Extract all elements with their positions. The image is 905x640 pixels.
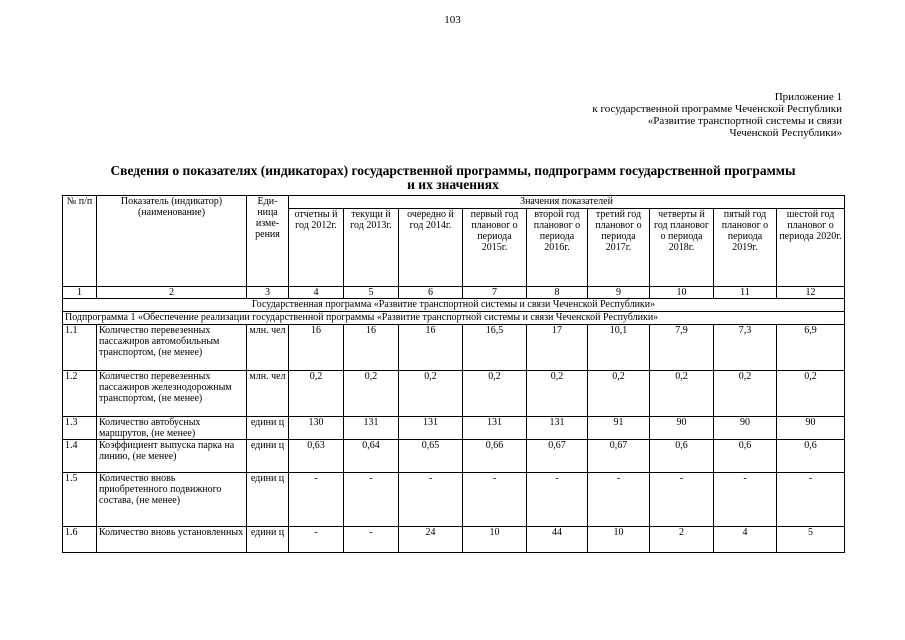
indicators-table (62, 195, 845, 553)
row-value: 10 (588, 527, 650, 553)
table-row (63, 417, 845, 440)
row-value: - (289, 527, 344, 553)
row-value: 17 (527, 325, 588, 371)
row-value: 16 (399, 325, 463, 371)
header-year-col: пятый год плановог о периода 2019г. (714, 209, 777, 287)
row-number: 1.2 (63, 371, 97, 417)
row-value: 0,2 (344, 371, 399, 417)
row-number: 1.5 (63, 473, 97, 527)
header-year-col: второй год плановог о периода 2016г. (527, 209, 588, 287)
row-value: 2 (650, 527, 714, 553)
column-number-cell: 4 (289, 287, 344, 299)
row-unit: едини ц (247, 417, 289, 440)
row-value: - (714, 473, 777, 527)
row-value: - (463, 473, 527, 527)
row-value: 0,2 (527, 371, 588, 417)
title-line-1: Сведения о показателях (индикаторах) государственной программы, подпрограмм государственной программы (110, 163, 796, 178)
row-value: 6,9 (777, 325, 845, 371)
header-unit: Еди-ница изме-рения (247, 196, 289, 287)
row-value: 0,2 (714, 371, 777, 417)
appendix-note (592, 91, 842, 139)
row-value: - (588, 473, 650, 527)
row-indicator: Количество вновь установленных (97, 527, 247, 553)
row-value: 10,1 (588, 325, 650, 371)
row-value: - (650, 473, 714, 527)
row-value: 16,5 (463, 325, 527, 371)
row-value: - (344, 527, 399, 553)
row-value: 4 (714, 527, 777, 553)
row-value: 0,2 (588, 371, 650, 417)
column-number-cell: 2 (97, 287, 247, 299)
row-number: 1.1 (63, 325, 97, 371)
row-value: 44 (527, 527, 588, 553)
row-value: 24 (399, 527, 463, 553)
column-number-cell: 8 (527, 287, 588, 299)
row-value: - (344, 473, 399, 527)
row-indicator: Количество перевезенных пассажиров автомобильным транспортом, (не менее) (97, 325, 247, 371)
header-year-col: третий год плановог о периода 2017г. (588, 209, 650, 287)
row-value: - (777, 473, 845, 527)
appendix-line-2: к государственной программе Чеченской Республики (592, 103, 842, 115)
row-value: 0,63 (289, 440, 344, 473)
row-unit: млн. чел (247, 325, 289, 371)
appendix-line-4: Чеченской Республики» (729, 127, 842, 139)
row-value: 0,6 (777, 440, 845, 473)
row-number: 1.6 (63, 527, 97, 553)
column-number-cell: 7 (463, 287, 527, 299)
row-value: - (289, 473, 344, 527)
row-value: 10 (463, 527, 527, 553)
row-value: 7,3 (714, 325, 777, 371)
column-number-cell: 5 (344, 287, 399, 299)
row-value: 0,6 (714, 440, 777, 473)
column-number-cell: 12 (777, 287, 845, 299)
column-number-cell: 6 (399, 287, 463, 299)
row-value: 131 (527, 417, 588, 440)
table-row (63, 325, 845, 371)
row-value: 0,2 (650, 371, 714, 417)
row-value: 0,2 (289, 371, 344, 417)
row-value: - (527, 473, 588, 527)
section-title: Государственная программа «Развитие транспортной системы и связи Чеченской Республики» (63, 299, 845, 312)
column-number-cell: 9 (588, 287, 650, 299)
row-indicator: Количество автобусных маршрутов, (не менее) (97, 417, 247, 440)
row-number: 1.3 (63, 417, 97, 440)
page-number: 103 (444, 14, 461, 26)
column-number-cell: 3 (247, 287, 289, 299)
table-row (63, 473, 845, 527)
row-unit: едини ц (247, 473, 289, 527)
row-value: 16 (344, 325, 399, 371)
row-indicator: Количество перевезенных пассажиров железнодорожным транспортом, (не менее) (97, 371, 247, 417)
row-value: 0,64 (344, 440, 399, 473)
row-indicator: Количество вновь приобретенного подвижного состава, (не менее) (97, 473, 247, 527)
row-value: 90 (777, 417, 845, 440)
row-value: 0,67 (588, 440, 650, 473)
header-year-col: отчетны й год 2012г. (289, 209, 344, 287)
column-number-cell: 1 (63, 287, 97, 299)
row-indicator: Коэффициент выпуска парка на линию, (не менее) (97, 440, 247, 473)
row-number: 1.4 (63, 440, 97, 473)
row-value: 0,2 (463, 371, 527, 417)
row-value: 90 (650, 417, 714, 440)
header-year-col: шестой год плановог о периода 2020г. (777, 209, 845, 287)
row-value: 0,65 (399, 440, 463, 473)
header-year-col: первый год плановог о периода 2015г. (463, 209, 527, 287)
header-year-col: очередно й год 2014г. (399, 209, 463, 287)
row-value: 0,2 (399, 371, 463, 417)
row-value: 5 (777, 527, 845, 553)
header-num: № п/п (63, 196, 97, 287)
header-year-col: четверты й год плановог о периода 2018г. (650, 209, 714, 287)
row-value: 7,9 (650, 325, 714, 371)
row-value: 0,6 (650, 440, 714, 473)
title-line-2: и их значениях (407, 177, 499, 192)
header-indicator: Показатель (индикатор) (наименование) (97, 196, 247, 287)
table-row (63, 371, 845, 417)
document-title (62, 164, 844, 192)
column-number-cell: 10 (650, 287, 714, 299)
row-value: 131 (399, 417, 463, 440)
row-value: 16 (289, 325, 344, 371)
table-row (63, 440, 845, 473)
row-value: 130 (289, 417, 344, 440)
row-value: 0,2 (777, 371, 845, 417)
row-value: 0,67 (527, 440, 588, 473)
appendix-line-1: Приложение 1 (774, 91, 842, 103)
row-value: 91 (588, 417, 650, 440)
subprogram-title: Подпрограмма 1 «Обеспечение реализации государственной программы «Развитие транспортной системы и связи Чеченской Республики» (63, 312, 845, 325)
row-unit: едини ц (247, 440, 289, 473)
appendix-line-3: «Развитие транспортной системы и связи (647, 115, 842, 127)
row-value: 131 (344, 417, 399, 440)
column-numbers-row (63, 287, 845, 299)
column-number-cell: 11 (714, 287, 777, 299)
row-value: 0,66 (463, 440, 527, 473)
row-value: 90 (714, 417, 777, 440)
row-value: - (399, 473, 463, 527)
table-row (63, 527, 845, 553)
header-year-col: текущи й год 2013г. (344, 209, 399, 287)
row-unit: млн. чел (247, 371, 289, 417)
header-values-group: Значения показателей (289, 196, 845, 209)
row-unit: едини ц (247, 527, 289, 553)
row-value: 131 (463, 417, 527, 440)
